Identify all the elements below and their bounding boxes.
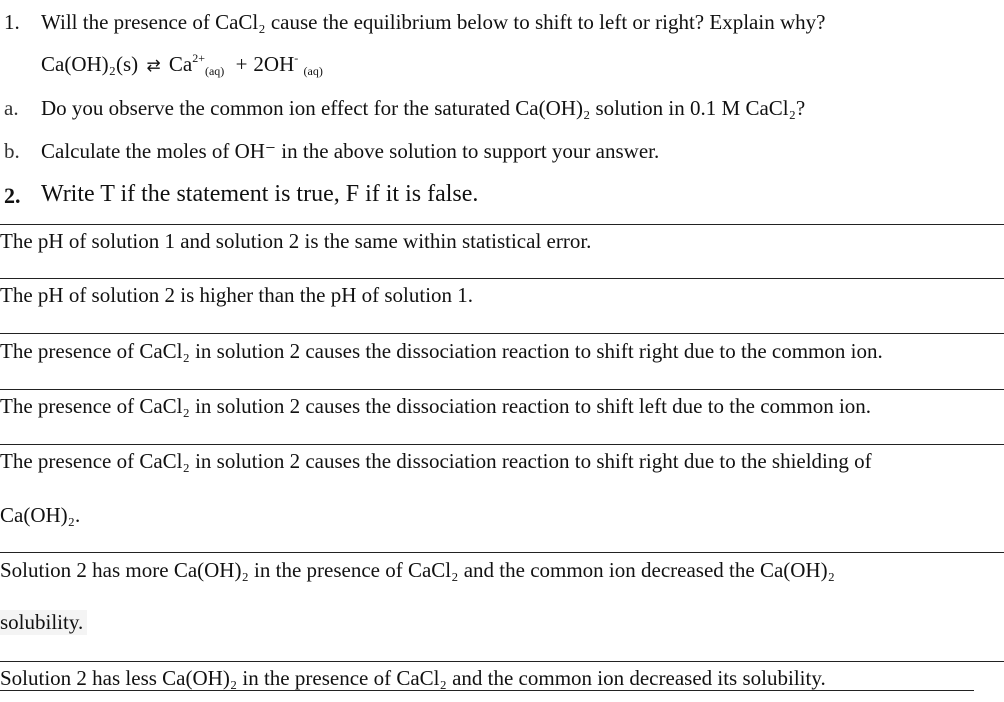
part-a-text: Do you observe the common ion effect for the saturated Ca(OH)₂ solution in 0.1 M CaCl₂? [41,96,806,120]
statement-1-text: The pH of solution 1 and solution 2 is the same within statistical error. [0,229,592,253]
equilibrium-arrow-icon: ⇄ [146,56,161,76]
part-b-letter: b. [4,139,20,163]
statement-5-text-line-2: Ca(OH)₂. [0,503,81,527]
statement-3-text: The presence of CaCl₂ in solution 2 causes the dissociation reaction to shift right due to the common ion. [0,339,883,363]
part-a-letter: a. [4,96,19,120]
equation-cation: Ca [168,52,193,76]
part-b-text: Calculate the moles of OH⁻ in the above solution to support your answer. [41,139,660,163]
statement-4-text: The presence of CaCl₂ in solution 2 causes the dissociation reaction to shift left due to the common ion. [0,394,872,418]
equation-reactant: Ca(OH)₂(s) [41,52,139,76]
statement-6-text-line-1: Solution 2 has more Ca(OH)₂ in the presence of CaCl₂ and the common ion decreased the Ca(OH)₂ [0,558,835,582]
statement-rule [0,661,1004,662]
question-1-text: Will the presence of CaCl₂ cause the equilibrium below to shift to left or right? Explain why? [41,10,826,34]
statement-underline [0,690,974,691]
statement-5-text-line-1: The presence of CaCl₂ in solution 2 causes the dissociation reaction to shift right due to the shielding of [0,449,872,473]
equation-anion: 2OH [253,52,295,76]
equation-anion-charge: - [294,51,299,65]
statement-rule [0,333,1004,334]
statement-rule [0,552,1004,553]
equation-cation-state: (aq) [204,64,225,78]
statement-6-text-line-2: solubility. [0,610,87,635]
equation-plus: + [235,52,248,76]
statement-7-text: Solution 2 has less Ca(OH)₂ in the presence of CaCl₂ and the common ion decreased its solubility. [0,666,826,690]
statement-rule [0,389,1004,390]
question-1-number: 1. [4,10,20,34]
equilibrium-equation [41,52,323,77]
statement-2-text: The pH of solution 2 is higher than the pH of solution 1. [0,283,474,307]
statement-rule [0,224,1004,225]
statement-rule [0,444,1004,445]
question-2-number: 2. [4,183,21,208]
equation-cation-charge: 2+ [192,51,205,65]
question-2-text: Write T if the statement is true, F if it is false. [41,181,479,207]
statement-rule [0,278,1004,279]
equation-anion-state: (aq) [303,64,323,78]
